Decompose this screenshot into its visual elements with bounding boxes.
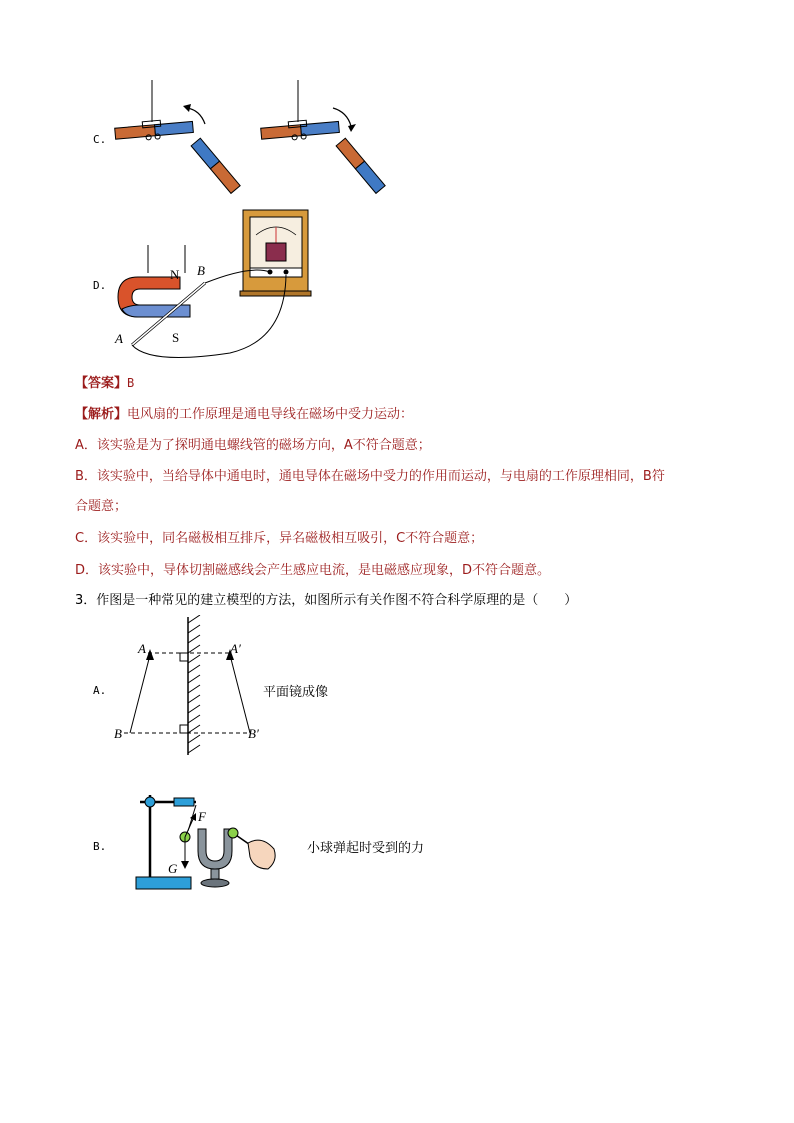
answer-tag: 【答案】 — [75, 376, 128, 391]
analysis-b-line2: 合题意； — [75, 499, 128, 514]
q3-option-a-label: A. — [93, 684, 107, 697]
question-3-stem: 3．作图是一种常见的建立模型的方法，如图所示有关作图不符合科学原理的是（ ） — [75, 593, 578, 608]
induction-apparatus-figure — [110, 205, 320, 360]
option-c-label: C. — [93, 133, 107, 146]
point-a-label: A — [115, 331, 123, 346]
q3-option-a-caption: 平面镜成像 — [263, 685, 329, 700]
pole-n-label: N — [170, 267, 180, 282]
answer-line — [75, 373, 134, 394]
analysis-tag: 【解析】 — [75, 407, 128, 422]
pole-s-label: S — [172, 330, 180, 345]
point-a-prime: A′ — [230, 641, 241, 656]
analysis-a: A．该实验是为了探明通电螺线管的磁场方向，A不符合题意； — [75, 438, 431, 453]
q3-option-b-caption: 小球弹起时受到的力 — [307, 841, 425, 856]
q3-option-b-label: B. — [93, 840, 107, 853]
point-b-prime: B′ — [248, 726, 259, 741]
point-b-label: B — [197, 263, 205, 278]
analysis-d: D．该实验中，导体切割磁感线会产生感应电流，是电磁感应现象，D不符合题意。 — [75, 563, 551, 578]
analysis-c: C．该实验中，同名磁极相互排斥，异名磁极相互吸引，C不符合题意； — [75, 531, 484, 546]
point-a: A — [138, 641, 146, 656]
force-g-label: G — [168, 861, 178, 876]
plane-mirror-figure — [108, 615, 268, 760]
force-f-label: F — [198, 809, 206, 824]
point-b: B — [114, 726, 122, 741]
analysis-b-line1: B．该实验中，当给导体中通电时，通电导体在磁场中受力的作用而运动，与电扇的工作原理相同，B符 — [75, 469, 665, 484]
tuning-fork-ball-figure — [130, 785, 280, 895]
answer-value: B — [127, 376, 135, 390]
analysis-intro-line — [75, 405, 413, 425]
analysis-intro: 电风扇的工作原理是通电导线在磁场中受力运动： — [127, 407, 414, 422]
magnet-repulsion-figures — [105, 80, 395, 195]
option-d-label: D. — [93, 279, 107, 292]
